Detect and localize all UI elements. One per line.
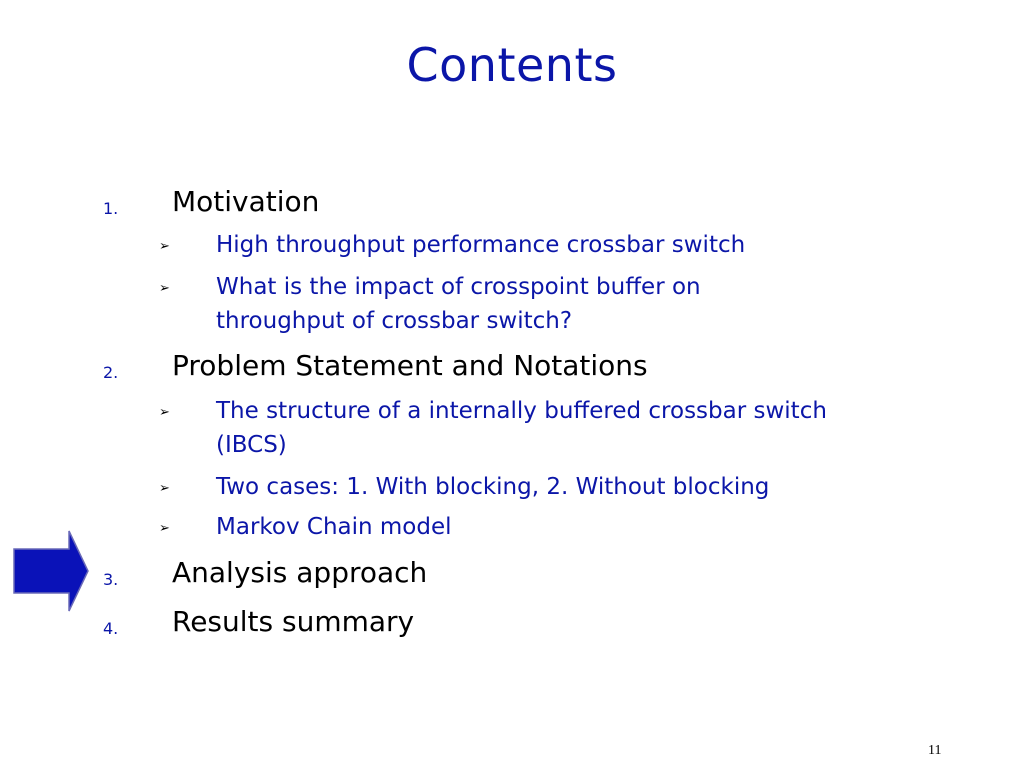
page-number: 11 bbox=[928, 743, 942, 758]
arrow-shape bbox=[14, 531, 88, 611]
bullet-arrowhead-icon: ➢ bbox=[159, 405, 170, 420]
subitem-text: Two cases: 1. With blocking, 2. Without blocking bbox=[216, 474, 770, 500]
agenda-item-label: Results summary bbox=[172, 605, 415, 638]
subitem-text: The structure of a internally buffered crossbar switch (IBCS) bbox=[216, 398, 827, 458]
slide-title: Contents bbox=[406, 38, 618, 92]
subitem-text: High throughput performance crossbar switch bbox=[216, 232, 746, 258]
bullet-arrowhead-icon: ➢ bbox=[159, 481, 170, 496]
bullet-arrowhead-icon: ➢ bbox=[159, 521, 170, 536]
bullet-arrowhead-icon: ➢ bbox=[159, 239, 170, 254]
agenda-item-number: 3. bbox=[103, 570, 119, 589]
agenda-item-label: Motivation bbox=[172, 185, 320, 218]
subitem-text: Markov Chain model bbox=[216, 514, 452, 540]
agenda-item-number: 2. bbox=[103, 363, 119, 382]
bullet-arrowhead-icon: ➢ bbox=[159, 281, 170, 296]
agenda-item-label: Analysis approach bbox=[172, 556, 428, 589]
subitem-text: What is the impact of crosspoint buffer on throughput of crossbar switch? bbox=[216, 274, 701, 334]
arrow-right-icon bbox=[13, 530, 89, 612]
agenda-item-label: Problem Statement and Notations bbox=[172, 349, 648, 382]
agenda-item-number: 4. bbox=[103, 619, 119, 638]
agenda-item-number: 1. bbox=[103, 199, 119, 218]
